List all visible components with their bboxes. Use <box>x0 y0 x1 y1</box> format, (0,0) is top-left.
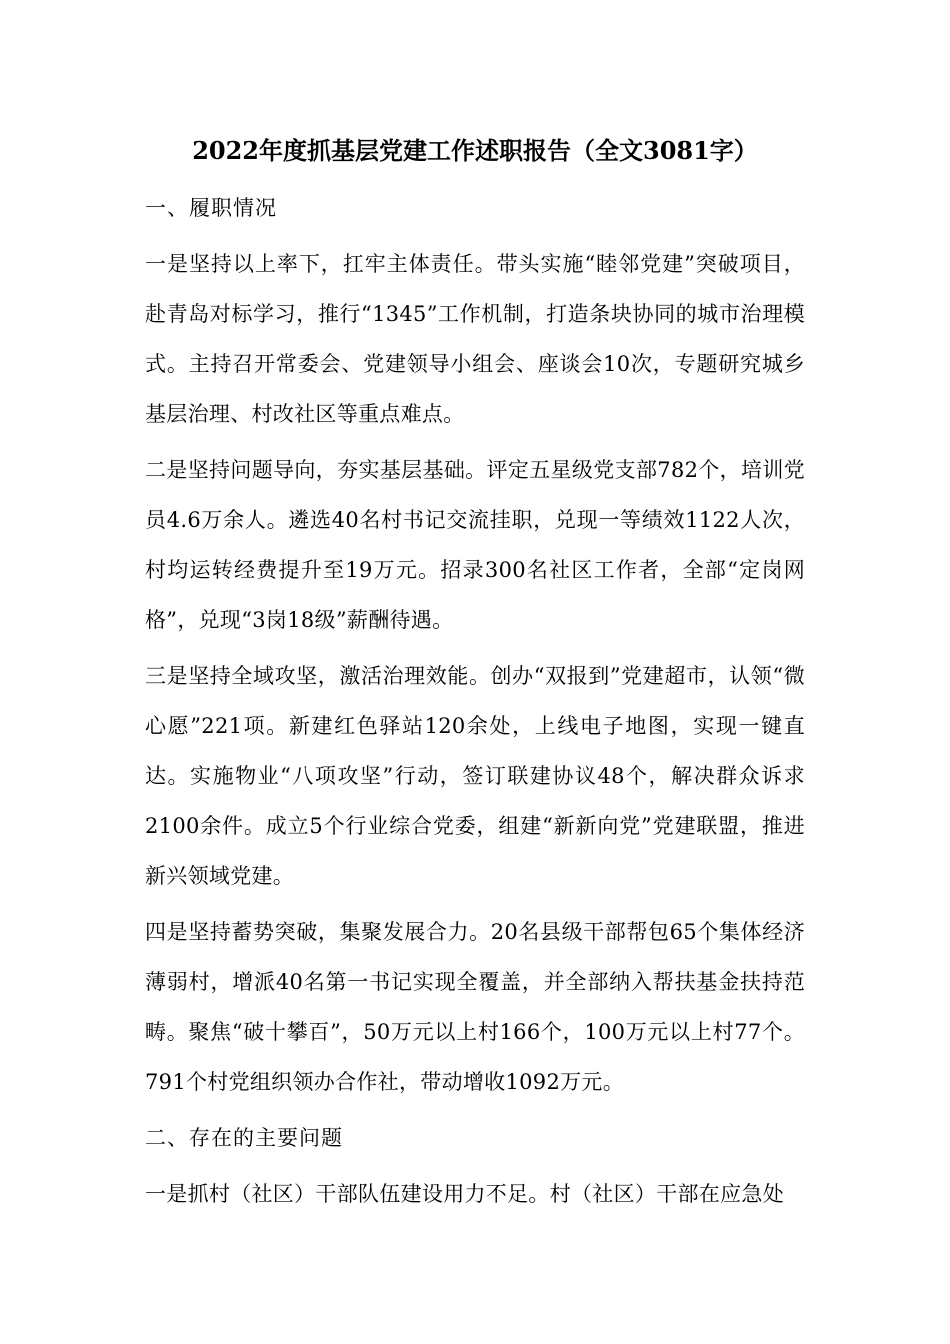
document-body <box>145 183 805 1225</box>
paragraph-2: 二是坚持问题导向，夯实基层基础。评定五星级党支部782个，培训党员4.6万余人。遴选40名村书记交流挂职，兑现一等绩效1122人次，村均运转经费提升至19万元。招录300名社区工作者，全部“定岗网格”，兑现“3岗18级”薪酬待遇。 <box>145 458 805 632</box>
paragraph-1: 一是坚持以上率下，扛牢主体责任。带头实施“睦邻党建”突破项目，赴青岛对标学习，推行“1345”工作机制，打造条块协同的城市治理模式。主持召开常委会、党建领导小组会、座谈会10次，专题研究城乡基层治理、村改社区等重点难点。 <box>145 252 805 426</box>
section-heading-2: 二、存在的主要问题 <box>145 1126 343 1150</box>
paragraph-3: 三是坚持全域攻坚，激活治理效能。创办“双报到”党建超市，认领“微心愿”221项。新建红色驿站120余处，上线电子地图，实现一键直达。实施物业“八项攻坚”行动，签订联建协议48个，解决群众诉求2100余件。成立5个行业综合党委，组建“新新向党”党建联盟，推进新兴领域党建。 <box>145 664 805 888</box>
paragraph-5: 一是抓村（社区）干部队伍建设用力不足。村（社区）干部在应急处 <box>145 1182 784 1206</box>
section-heading-1: 一、履职情况 <box>145 196 277 220</box>
document-title: 2022年度抓基层党建工作述职报告（全文3081字） <box>192 136 758 165</box>
paragraph-4: 四是坚持蓄势突破，集聚发展合力。20名县级干部帮包65个集体经济薄弱村，增派40名第一书记实现全覆盖，并全部纳入帮扶基金扶持范畴。聚焦“破十攀百”，50万元以上村166个，100万元以上村77个。791个村党组织领办合作社，带动增收1092万元。 <box>145 920 805 1094</box>
